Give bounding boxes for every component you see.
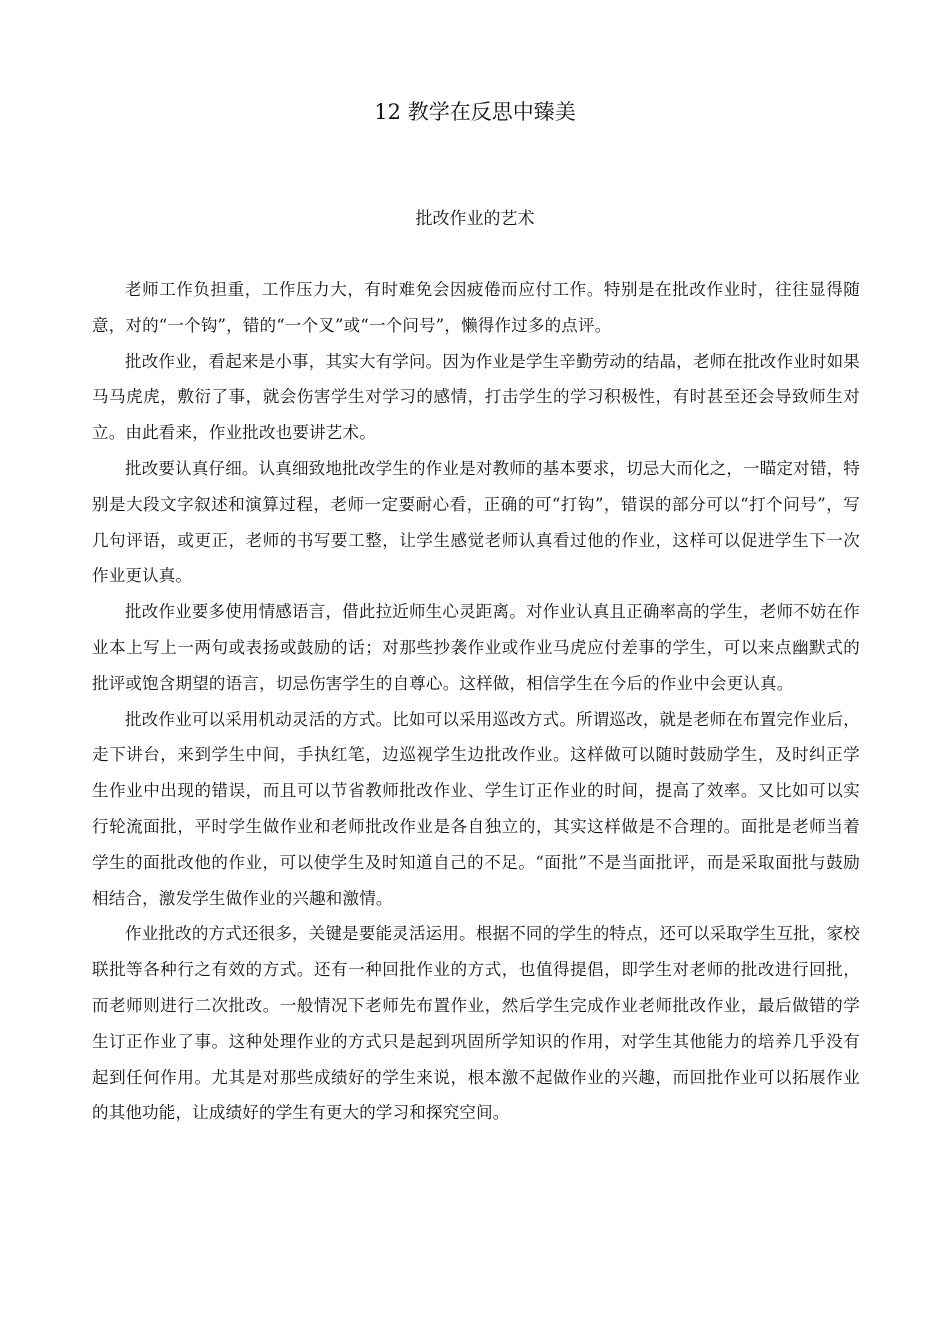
paragraph: 批改作业要多使用情感语言，借此拉近师生心灵距离。对作业认真且正确率高的学生，老师不妨在作业本上写上一两句或表扬或鼓励的话；对那些抄袭作业或作业马虎应付差事的学生，可以来点幽默式的批评或饱含期望的语言，切忌伤害学生的自尊心。这样做，相信学生在今后的作业中会更认真。 — [92, 602, 860, 693]
paragraph: 批改要认真仔细。认真细致地批改学生的作业是对教师的基本要求，切忌大而化之，一瞄定对错，特别是大段文字叙述和演算过程，老师一定要耐心看，正确的可“打钩”，错误的部分可以“打个问号”，写几句评语，或更正，老师的书写要工整，让学生感觉老师认真看过他的作业，这样可以促进学生下一次作业更认真。 — [92, 458, 860, 586]
section-subtitle: 批改作业的艺术 — [415, 209, 535, 229]
paragraph: 批改作业可以采用机动灵活的方式。比如可以采用巡改方式。所谓巡改，就是老师在布置完作业后，走下讲台，来到学生中间，手执红笔，边巡视学生边批改作业。这样做可以随时鼓励学生，及时纠正学生作业中出现的错误，而且可以节省教师批改作业、学生订正作业的时间，提高了效率。又比如可以实行轮流面批，平时学生做作业和老师批改作业是各自独立的，其实这样做是不合理的。面批是老师当着学生的面批改他的作业，可以使学生及时知道自己的不足。“面批”不是当面批评，而是采取面批与鼓励相结合，激发学生做作业的兴趣和激情。 — [92, 709, 860, 908]
paragraph: 批改作业，看起来是小事，其实大有学问。因为作业是学生辛勤劳动的结晶，老师在批改作业时如果马马虎虎，敷衍了事，就会伤害学生对学习的感情，打击学生的学习积极性，有时甚至还会导致师生对立。由此看来，作业批改也要讲艺术。 — [92, 351, 860, 443]
document-title: 12 教学在反思中臻美 — [374, 100, 576, 124]
article-body — [92, 272, 860, 1131]
paragraph: 作业批改的方式还很多，关键是要能灵活运用。根据不同的学生的特点，还可以采取学生互批，家校联批等各种行之有效的方式。还有一种回批作业的方式，也值得提倡，即学生对老师的批改进行回批，而老师则进行二次批改。一般情况下老师先布置作业，然后学生完成作业老师批改作业，最后做错的学生订正作业了事。这种处理作业的方式只是起到巩固所学知识的作用，对学生其他能力的培养几乎没有起到任何作用。尤其是对那些成绩好的学生来说，根本激不起做作业的兴趣，而回批作业可以拓展作业的其他功能，让成绩好的学生有更大的学习和探究空间。 — [92, 924, 860, 1123]
paragraph: 老师工作负担重，工作压力大，有时难免会因疲倦而应付工作。特别是在批改作业时，往往显得随意，对的“一个钩”，错的“一个叉”或“一个问号”，懒得作过多的点评。 — [92, 280, 860, 335]
